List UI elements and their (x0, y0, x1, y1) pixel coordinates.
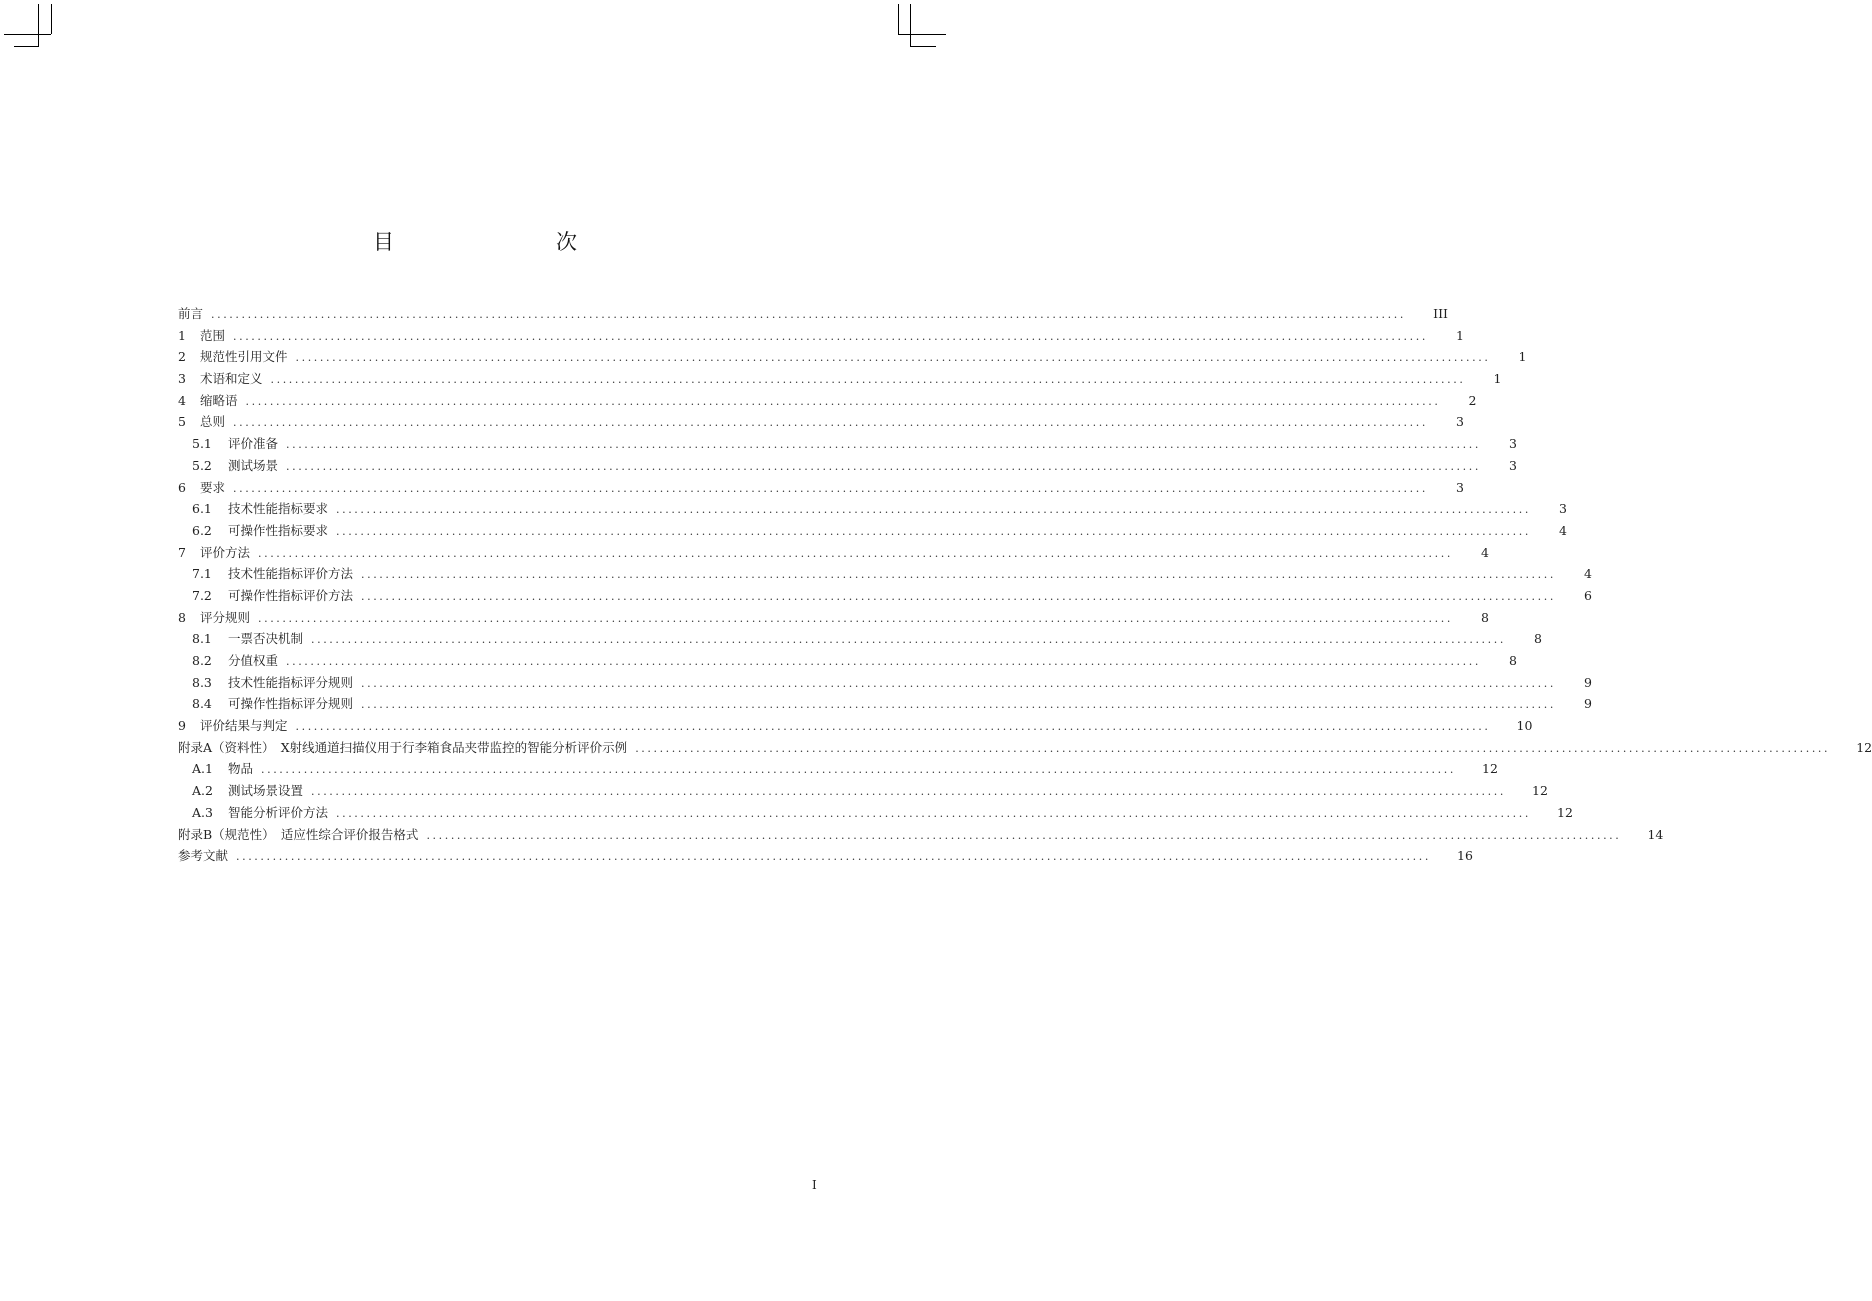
toc-dot-leader: .................................................................................................................................................................................................... (286, 459, 1481, 473)
toc-dot-leader: .................................................................................................................................................................................................... (295, 351, 1491, 365)
toc-entry-number: 9 (178, 718, 186, 734)
toc-entry[interactable] (178, 325, 1464, 347)
toc-entry[interactable] (178, 715, 1533, 737)
crop-mark-top-right-horizontal-inner (910, 46, 936, 47)
toc-entry[interactable] (178, 693, 1592, 715)
toc-entry[interactable] (178, 542, 1489, 564)
toc-entry[interactable] (178, 845, 1473, 867)
toc-entry-number: 5 (178, 414, 186, 430)
toc-dot-leader: .................................................................................................................................................................................................... (270, 373, 1466, 387)
toc-entry-label: 范围 (200, 327, 226, 343)
toc-dot-leader: .................................................................................................................................................................................................... (336, 806, 1531, 820)
toc-entry[interactable] (178, 672, 1592, 694)
toc-entry[interactable] (178, 758, 1498, 780)
toc-entry[interactable] (178, 824, 1664, 846)
toc-entry-label: 技术性能指标评分规则 (228, 674, 354, 690)
toc-entry[interactable] (178, 303, 1448, 325)
toc-entry-page: 12 (1482, 761, 1498, 777)
toc-entry-number: A.2 (192, 783, 213, 799)
toc-entry-number: 1 (178, 327, 186, 343)
toc-entry[interactable] (178, 607, 1489, 629)
toc-entry-label: 一票否决机制 (228, 631, 304, 647)
toc-dot-leader: .................................................................................................................................................................................................... (311, 785, 1506, 799)
toc-entry-number: 5.2 (192, 457, 212, 473)
toc-entry-page: 1 (1456, 327, 1464, 343)
toc-entry[interactable] (178, 411, 1464, 433)
toc-entry-number: 7.2 (192, 587, 212, 603)
toc-entry-label: 总则 (200, 414, 226, 430)
toc-dot-leader: .................................................................................................................................................................................................... (295, 720, 1491, 734)
toc-entry-label: 可操作性指标评分规则 (228, 696, 354, 712)
toc-entry[interactable] (178, 780, 1548, 802)
toc-entry-label: 缩略语 (200, 392, 238, 408)
toc-dot-leader: .................................................................................................................................................................................................... (336, 503, 1531, 517)
toc-entry-number: 8 (178, 609, 186, 625)
toc-dot-leader: .................................................................................................................................................................................................... (233, 329, 1428, 343)
toc-entry-number: 3 (178, 371, 186, 387)
toc-entry-page: 2 (1468, 392, 1477, 408)
toc-entry[interactable] (178, 455, 1517, 477)
toc-entry-label: 测试场景设置 (228, 783, 304, 799)
toc-entry-page: 6 (1584, 587, 1592, 603)
toc-entry[interactable] (178, 628, 1542, 650)
crop-mark-top-left-vertical (38, 4, 39, 47)
toc-dot-leader: .................................................................................................................................................................................................... (286, 655, 1481, 668)
toc-entry-label: 技术性能指标评价方法 (228, 566, 354, 582)
toc-entry-label: 智能分析评价方法 (228, 804, 329, 820)
toc-entry[interactable] (178, 433, 1517, 455)
toc-entry-number: 6.1 (192, 501, 212, 517)
page-number: I (812, 1178, 817, 1192)
toc-entry-label: 可操作性指标评价方法 (228, 587, 354, 603)
toc-entry-label: 参考文献 (178, 848, 229, 864)
crop-mark-top-left-vertical-outer (51, 4, 52, 34)
toc-entry-number: A.3 (192, 804, 213, 820)
toc-entry[interactable] (178, 585, 1592, 607)
toc-entry-page: 12 (1557, 804, 1573, 820)
toc-entry[interactable] (178, 650, 1517, 672)
toc-entry-number: 4 (178, 392, 186, 408)
toc-entry-label: 分值权重 (228, 653, 279, 668)
crop-mark-top-left-horizontal (4, 34, 51, 35)
toc-dot-leader: .................................................................................................................................................................................................... (261, 763, 1456, 777)
toc-entry-number: 8.2 (192, 653, 212, 668)
toc-entry-label: 技术性能指标要求 (228, 501, 329, 517)
toc-entry-number: 6 (178, 479, 186, 495)
toc-dot-leader: .................................................................................................................................................................................................... (336, 524, 1531, 538)
toc-dot-leader: .................................................................................................................................................................................................... (361, 698, 1556, 712)
toc-entry-number: 6.2 (192, 522, 212, 538)
toc-entry-page: 8 (1509, 653, 1517, 668)
toc-entry-page: 3 (1456, 479, 1464, 495)
toc-entry[interactable] (178, 520, 1567, 542)
toc-entry-page: 8 (1481, 609, 1489, 625)
toc-entry-page: 12 (1856, 739, 1872, 755)
toc-entry-page: 3 (1559, 501, 1567, 517)
toc-entry-label: 评价结果与判定 (200, 718, 288, 734)
toc-entry-number: 8.1 (192, 631, 212, 647)
toc-dot-leader: .................................................................................................................................................................................................... (233, 416, 1428, 430)
crop-mark-top-right-vertical-inner (910, 4, 911, 47)
table-of-contents (178, 303, 1872, 867)
toc-entry-label: 术语和定义 (200, 371, 263, 387)
toc-entry-label: 评价方法 (200, 544, 251, 560)
crop-mark-top-right-horizontal (898, 34, 946, 35)
toc-entry-label: 附录B（规范性） 适应性综合评价报告格式 (178, 826, 419, 842)
toc-entry-number: 7 (178, 544, 186, 560)
toc-dot-leader: .................................................................................................................................................................................................... (211, 308, 1406, 321)
crop-mark-top-right-vertical (898, 4, 899, 34)
toc-entry-number: A.1 (192, 761, 213, 777)
toc-entry-page: 14 (1647, 826, 1664, 842)
toc-entry-label: 物品 (228, 761, 254, 777)
toc-entry-page: 8 (1534, 631, 1542, 647)
toc-entry-page: 3 (1509, 457, 1517, 473)
toc-dot-leader: .................................................................................................................................................................................................... (258, 611, 1453, 625)
toc-entry-label: 可操作性指标要求 (228, 522, 329, 538)
toc-entry-label: 测试场景 (228, 457, 279, 473)
toc-dot-leader: .................................................................................................................................................................................................... (635, 741, 1831, 755)
toc-entry-label: 附录A（资料性） X射线通道扫描仪用于行李箱食品夹带监控的智能分析评价示例 (178, 739, 628, 755)
toc-dot-leader: .................................................................................................................................................................................................... (258, 546, 1453, 560)
toc-entry-label: 规范性引用文件 (200, 349, 288, 365)
toc-entry-number: 7.1 (192, 566, 212, 582)
toc-entry-label: 要求 (200, 479, 226, 495)
toc-entry-number: 8.4 (192, 696, 212, 712)
toc-dot-leader: .................................................................................................................................................................................................... (236, 850, 1431, 864)
toc-entry-page: 1 (1493, 371, 1502, 387)
toc-entry[interactable] (178, 368, 1502, 390)
toc-entry-page: 1 (1518, 349, 1527, 365)
toc-entry[interactable] (178, 563, 1592, 585)
toc-title: 目 次 (373, 230, 617, 254)
toc-entry-number: 2 (178, 349, 186, 365)
toc-entry-page: 10 (1516, 718, 1533, 734)
toc-entry-page: 16 (1457, 848, 1473, 864)
toc-dot-leader: .................................................................................................................................................................................................... (311, 633, 1506, 647)
crop-mark-top-left-horizontal-inner (14, 46, 39, 47)
toc-dot-leader: .................................................................................................................................................................................................... (245, 394, 1441, 408)
toc-entry[interactable] (178, 737, 1872, 759)
toc-entry-page: 3 (1456, 414, 1464, 430)
toc-dot-leader: .................................................................................................................................................................................................... (286, 438, 1481, 452)
toc-dot-leader: .................................................................................................................................................................................................... (426, 828, 1622, 842)
toc-entry-label: 前言 (178, 306, 204, 321)
toc-entry[interactable] (178, 477, 1464, 499)
toc-entry-label: 评价准备 (228, 436, 279, 452)
toc-entry-label: 评分规则 (200, 609, 251, 625)
toc-entry-page: III (1433, 306, 1448, 321)
toc-entry[interactable] (178, 346, 1527, 368)
toc-entry-page: 12 (1532, 783, 1548, 799)
toc-entry-page: 3 (1509, 436, 1517, 452)
toc-entry-page: 9 (1584, 696, 1592, 712)
toc-entry-page: 9 (1584, 674, 1592, 690)
toc-entry[interactable] (178, 802, 1573, 824)
toc-entry-number: 5.1 (192, 436, 212, 452)
toc-dot-leader: .................................................................................................................................................................................................... (361, 676, 1556, 690)
toc-entry[interactable] (178, 390, 1477, 412)
toc-entry-number: 8.3 (192, 674, 212, 690)
toc-entry-page: 4 (1481, 544, 1489, 560)
toc-entry[interactable] (178, 498, 1567, 520)
toc-dot-leader: .................................................................................................................................................................................................... (361, 568, 1556, 582)
toc-dot-leader: .................................................................................................................................................................................................... (361, 589, 1556, 603)
toc-dot-leader: .................................................................................................................................................................................................... (233, 481, 1428, 495)
toc-entry-page: 4 (1584, 566, 1592, 582)
toc-entry-page: 4 (1559, 522, 1567, 538)
